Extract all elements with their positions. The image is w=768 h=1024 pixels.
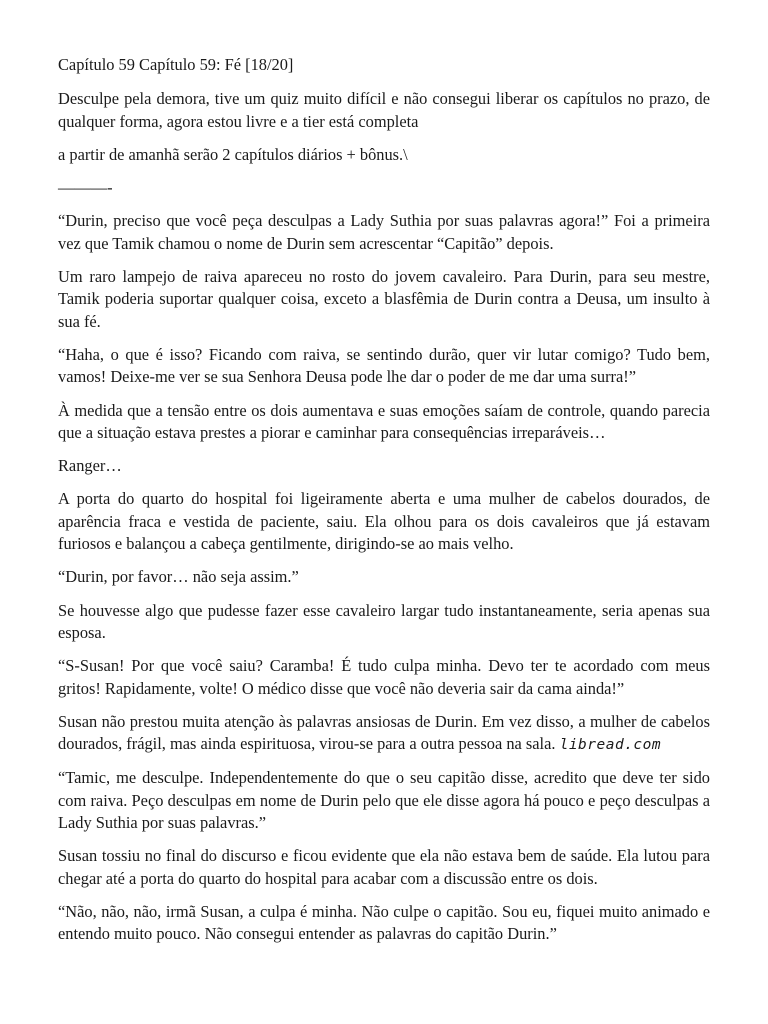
author-note-paragraph: Desculpe pela demora, tive um quiz muito difícil e não consegui liberar os capítulos no prazo, de qualquer forma, agora estou livre e a tier está completa [58, 89, 710, 131]
document-page [58, 54, 710, 957]
story-paragraph: Um raro lampejo de raiva apareceu no rosto do jovem cavaleiro. Para Durin, para seu mestre, Tamik poderia suportar qualquer coisa, exceto a blasfêmia de Durin contra a Deusa, um insulto à sua fé. [58, 267, 710, 331]
story-paragraph: “Durin, preciso que você peça desculpas a Lady Suthia por suas palavras agora!” Foi a primeira vez que Tamik chamou o nome de Durin sem acrescentar “Capitão” depois. [58, 211, 710, 253]
story-paragraph: “Tamic, me desculpe. Independentemente do que o seu capitão disse, acredito que deve ter sido com raiva. Peço desculpas em nome de Durin pelo que ele disse agora há pouco e peço desculpas a Lady Suthia por suas palavras.” [58, 768, 710, 833]
author-note-schedule: a partir de amanhã serão 2 capítulos diários + bônus.\ [58, 144, 408, 164]
story-paragraph-with-watermark [58, 711, 710, 757]
story-paragraph: “S-Susan! Por que você saiu? Caramba! É tudo culpa minha. Devo ter te acordado com meus gritos! Rapidamente, volte! O médico disse que você não deveria sair da cama ainda!” [58, 656, 710, 698]
story-paragraph: À medida que a tensão entre os dois aumentava e suas emoções saíam de controle, quando parecia que a situação estava prestes a piorar e caminhar para consequências irreparáveis… [58, 400, 710, 442]
story-paragraph: “Durin, por favor… não seja assim.” [58, 567, 299, 587]
story-text: Susan não prestou muita atenção às palavras ansiosas de Durin. Em vez disso, a mulher de cabelos dourados, frágil, mas ainda espirituosa, virou-se para a outra pessoa na sala. [58, 711, 710, 754]
chapter-title: Capítulo 59 Capítulo 59: Fé [18/20] [58, 55, 294, 74]
story-paragraph: Se houvesse algo que pudesse fazer esse cavaleiro largar tudo instantaneamente, seria apenas sua esposa. [58, 600, 710, 642]
story-paragraph: “Haha, o que é isso? Ficando com raiva, se sentindo durão, quer vir lutar comigo? Tudo bem, vamos! Deixe-me ver se sua Senhora Deusa pode lhe dar o poder de me dar uma surra!” [58, 344, 710, 387]
story-paragraph: “Não, não, não, irmã Susan, a culpa é minha. Não culpe o capitão. Sou eu, fiquei muito animado e entendo muito pouco. Não consegui entender as palavras do capitão Durin.” [58, 901, 710, 944]
section-divider: ———- [58, 178, 113, 198]
story-paragraph: Susan tossiu no final do discurso e ficou evidente que ela não estava bem de saúde. Ela lutou para chegar até a porta do quarto do hospital para acabar com a discussão entre os dois. [58, 846, 710, 888]
story-paragraph: A porta do quarto do hospital foi ligeiramente aberta e uma mulher de cabelos dourados, de aparência fraca e vestida de paciente, saiu. Ela olhou para os dois cavaleiros que já estavam furiosos e balançou a cabeça gentilmente, dirigindo-se ao mais velho. [58, 489, 710, 554]
watermark-text: libread.com [559, 737, 662, 754]
story-paragraph: Ranger… [58, 456, 122, 476]
